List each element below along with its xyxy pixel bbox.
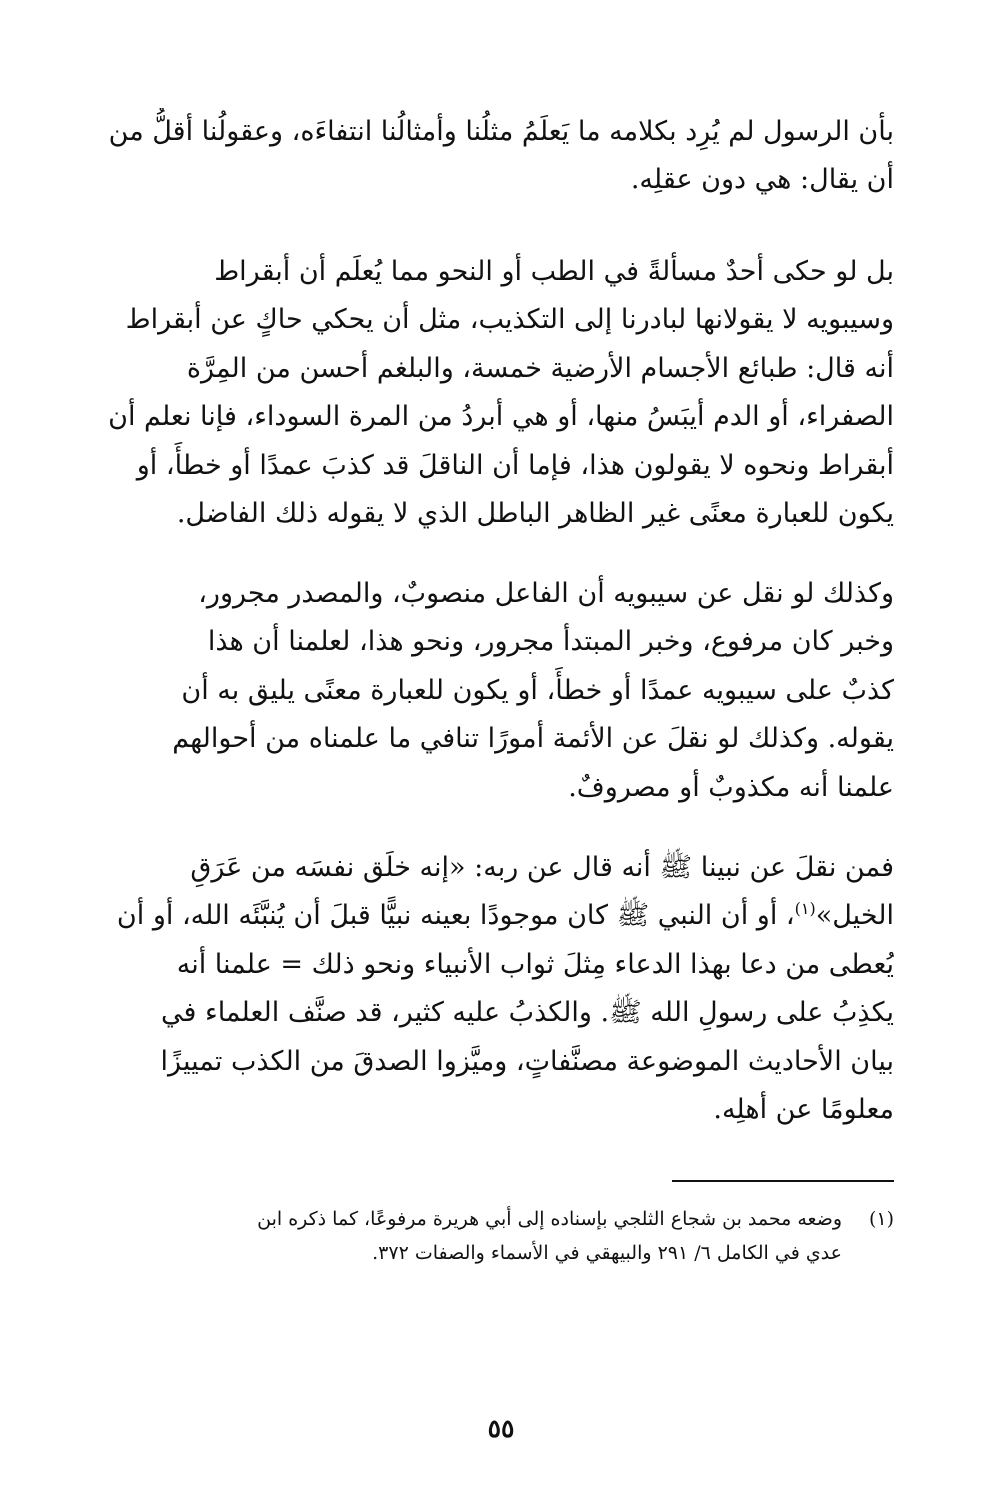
text-line: أنه قال: طبائع الأجسام الأرضية خمسة، والبلغم أحسن من المِرَّة (186, 352, 894, 384)
text-line: الصفراء، أو الدم أيبَسُ منها، أو هي أبردُ من المرة السوداء، فإنا نعلم أن (108, 401, 894, 433)
footnote-line: عدي في الكامل ٦/ ٢٩١ والبيهقي في الأسماء والصفات ٣٧٢. (372, 1242, 842, 1264)
text-line: بل لو حكى أحدٌ مسألةً في الطب أو النحو مما يُعلَم أن أبقراط (214, 256, 894, 287)
paragraph-4 (108, 844, 894, 1134)
text-line: يكون للعبارة معنًى غير الظاهر الباطل الذي لا يقوله ذلك الفاضل. (176, 498, 894, 530)
footnote (108, 1202, 894, 1270)
text-line: بأن الرسول لم يُرِد بكلامه ما يَعلَمُ مثلُنا وأمثالُنا انتفاءَه، وعقولُنا أقلُّ من (108, 116, 894, 147)
text-line: بيان الأحاديث الموضوعة مصنَّفاتٍ، وميَّزوا الصدقَ من الكذب تمييزًا (160, 1045, 894, 1077)
footnote-line: وضعه محمد بن شجاع الثلجي بإسناده إلى أبي هريرة مرفوعًا، كما ذكره ابن (257, 1208, 842, 1230)
text-line: يقوله. وكذلك لو نقلَ عن الأئمة أمورًا تنافي ما علمناه من أحوالهم (172, 723, 894, 755)
paragraph-1 (108, 108, 894, 205)
paragraph-3 (108, 570, 894, 812)
text-line: وكذلك لو نقل عن سيبويه أن الفاعل منصوبٌ، والمصدر مجرور، (198, 578, 894, 609)
text-line: يُعطى من دعا بهذا الدعاء مِثلَ ثواب الأنبياء ونحو ذلك = علمنا أنه (176, 948, 894, 980)
footnote-text (108, 1202, 842, 1270)
text-line: علمنا أنه مكذوبٌ أو مصروفٌ. (568, 771, 894, 803)
book-page (108, 98, 894, 1458)
text-line: معلومًا عن أهلِه. (713, 1094, 894, 1126)
paragraph-2 (108, 248, 894, 538)
text-line (108, 892, 894, 940)
quote-end-text: الخيل» (815, 900, 894, 932)
text-line: أبقراط ونحوه لا يقولون هذا، فإما أن الناقلَ قد كذبَ عمدًا أو خطأً، أو (136, 449, 894, 481)
footnote-number: (١) (868, 1208, 894, 1230)
page-number: ٥٥ (487, 1414, 515, 1443)
text-line: وخبر كان مرفوع، وخبر المبتدأ مجرور، ونحو هذا، لعلمنا أن هذا (207, 626, 894, 658)
text-line: كذبٌ على سيبويه عمدًا أو خطأً، أو يكون للعبارة معنًى يليق به أن (181, 674, 894, 706)
text-line: يكذِبُ على رسولِ الله ﷺ. والكذبُ عليه كثير، قد صنَّف العلماء في (161, 997, 894, 1029)
footnote-reference[interactable]: (١) (794, 899, 816, 919)
text-line: وسيبويه لا يقولانها لبادرنا إلى التكذيب، مثل أن يحكي حاكٍ عن أبقراط (125, 304, 894, 336)
text-line: فمن نقلَ عن نبينا ﷺ أنه قال عن ربه: «إنه خلَق نفسَه من عَرَقِ (190, 852, 894, 883)
text-line: أن يقال: هي دون عقلِه. (630, 164, 894, 196)
footnote-separator (672, 1180, 894, 1182)
text-continuation: ، أو أن النبي ﷺ كان موجودًا بعينه نبيًّا قبلَ أن يُنبَّئَه الله، أو أن (116, 900, 795, 932)
